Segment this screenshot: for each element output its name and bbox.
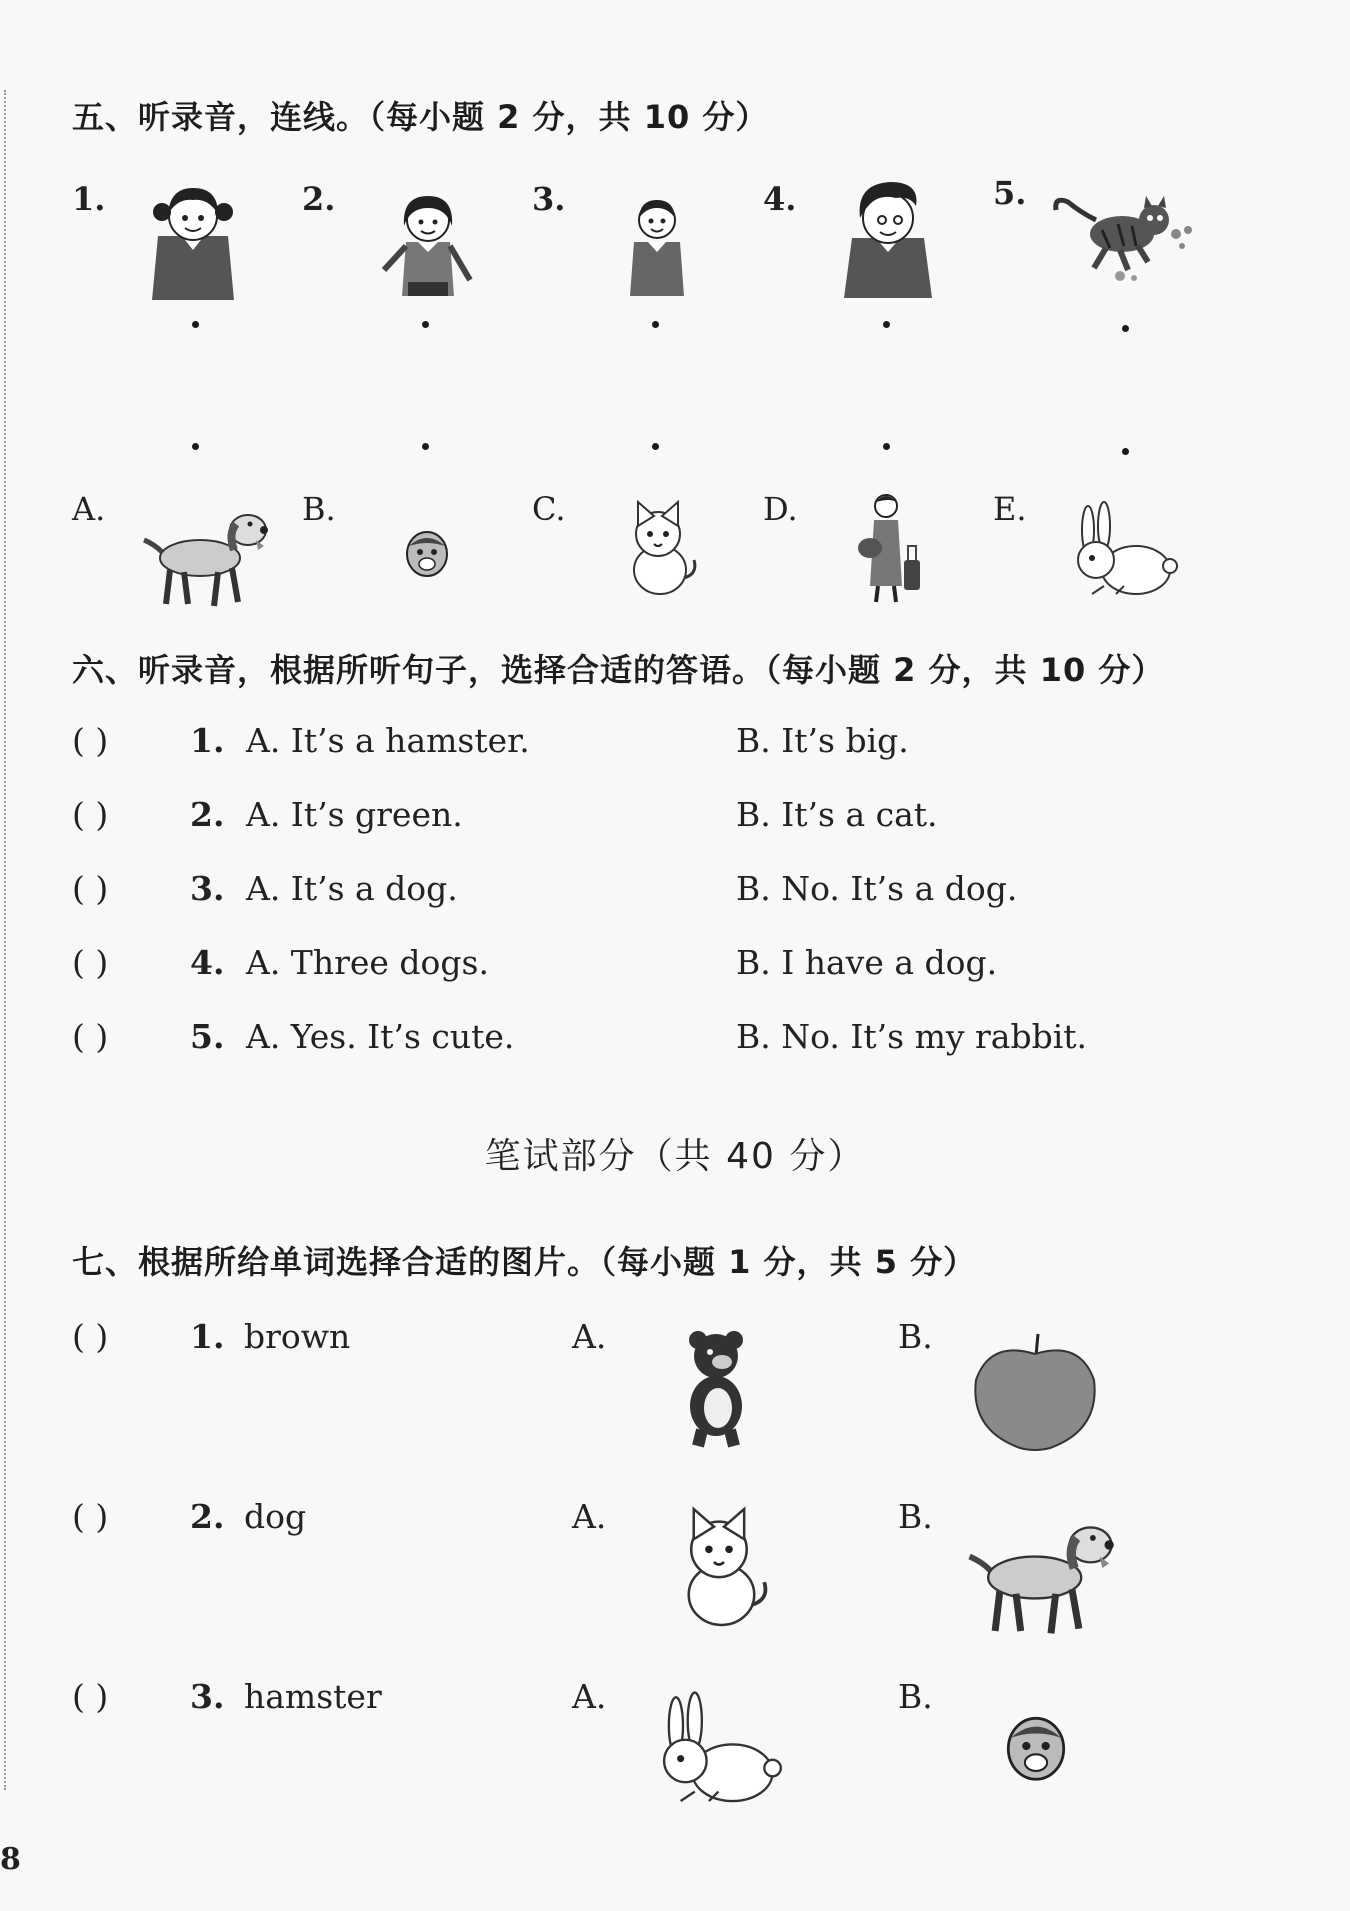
s5-bottom-dot-b[interactable] bbox=[422, 443, 429, 450]
question-number: 3. bbox=[190, 1677, 225, 1716]
rabbit-illustration bbox=[1066, 500, 1178, 598]
question-number: 3. bbox=[190, 869, 225, 908]
s6-question-row bbox=[0, 1017, 1350, 1061]
s5-number-3: 3. bbox=[532, 180, 566, 218]
s5-letter-b: B. bbox=[302, 490, 336, 528]
word: dog bbox=[244, 1497, 307, 1536]
answer-blank[interactable]: ( ) bbox=[72, 1497, 109, 1536]
boy-small-illustration bbox=[626, 188, 688, 296]
question-number: 1. bbox=[190, 721, 225, 760]
question-number: 5. bbox=[190, 1017, 225, 1056]
s5-top-dot-5[interactable] bbox=[1122, 325, 1129, 332]
question-number: 1. bbox=[190, 1317, 225, 1356]
option-a-label: A. bbox=[572, 1677, 607, 1716]
dog-illustration bbox=[140, 500, 276, 610]
girl-short-hair-illustration bbox=[380, 186, 476, 298]
cat-illustration-2 bbox=[676, 1504, 772, 1630]
boy-big-hair-illustration bbox=[840, 176, 936, 298]
s6-question-row bbox=[0, 869, 1350, 913]
section5-heading: 五、听录音，连线。（每小题 2 分，共 10 分） bbox=[72, 98, 769, 136]
answer-blank[interactable]: ( ) bbox=[72, 795, 109, 834]
option-b: B. It’s big. bbox=[736, 721, 909, 760]
page-number: 8 bbox=[0, 1842, 21, 1877]
question-number: 2. bbox=[190, 1497, 225, 1536]
s5-number-5: 5. bbox=[993, 174, 1027, 212]
s6-question-row bbox=[0, 943, 1350, 987]
question-number: 2. bbox=[190, 795, 225, 834]
option-b: B. No. It’s my rabbit. bbox=[736, 1017, 1088, 1056]
word: hamster bbox=[244, 1677, 382, 1716]
s5-number-4: 4. bbox=[763, 180, 797, 218]
s5-bottom-dot-d[interactable] bbox=[883, 443, 890, 450]
s5-letter-e: E. bbox=[993, 490, 1027, 528]
option-a: A. Yes. It’s cute. bbox=[246, 1017, 515, 1056]
s5-letter-a: A. bbox=[72, 490, 106, 528]
s5-bottom-dot-e[interactable] bbox=[1122, 448, 1129, 455]
section7-heading: 七、根据所给单词选择合适的图片。（每小题 1 分，共 5 分） bbox=[72, 1243, 977, 1281]
option-a: A. It’s green. bbox=[246, 795, 463, 834]
answer-blank[interactable]: ( ) bbox=[72, 721, 109, 760]
s5-bottom-dot-c[interactable] bbox=[652, 443, 659, 450]
s5-top-dot-1[interactable] bbox=[192, 321, 199, 328]
hamster-illustration bbox=[404, 526, 450, 578]
s5-top-dot-3[interactable] bbox=[652, 321, 659, 328]
s5-bottom-dot-a[interactable] bbox=[192, 443, 199, 450]
word: brown bbox=[244, 1317, 351, 1356]
section6-heading: 六、听录音，根据所听句子，选择合适的答语。（每小题 2 分，共 10 分） bbox=[72, 651, 1165, 689]
answer-blank[interactable]: ( ) bbox=[72, 1017, 109, 1056]
answer-blank[interactable]: ( ) bbox=[72, 869, 109, 908]
s6-question-row bbox=[0, 795, 1350, 839]
s5-top-dot-2[interactable] bbox=[422, 321, 429, 328]
s7-question-row bbox=[0, 1497, 1350, 1541]
s6-question-row bbox=[0, 721, 1350, 765]
s5-letter-c: C. bbox=[532, 490, 566, 528]
running-cat-illustration bbox=[1050, 190, 1200, 286]
option-b: B. No. It’s a dog. bbox=[736, 869, 1018, 908]
question-number: 4. bbox=[190, 943, 225, 982]
bear-illustration bbox=[680, 1326, 752, 1448]
cat-illustration bbox=[624, 498, 700, 598]
option-b-label: B. bbox=[898, 1317, 933, 1356]
dog-illustration-2 bbox=[964, 1510, 1124, 1638]
option-b: B. It’s a cat. bbox=[736, 795, 938, 834]
answer-blank[interactable]: ( ) bbox=[72, 1677, 109, 1716]
option-b-label: B. bbox=[898, 1677, 933, 1716]
option-a-label: A. bbox=[572, 1497, 607, 1536]
answer-blank[interactable]: ( ) bbox=[72, 1317, 109, 1356]
option-a: A. It’s a dog. bbox=[246, 869, 458, 908]
answer-blank[interactable]: ( ) bbox=[72, 943, 109, 982]
s7-question-row bbox=[0, 1317, 1350, 1361]
option-b-label: B. bbox=[898, 1497, 933, 1536]
rabbit-illustration-2 bbox=[650, 1690, 782, 1806]
option-a-label: A. bbox=[572, 1317, 607, 1356]
girl-ponytails-illustration bbox=[148, 176, 238, 300]
s5-top-dot-4[interactable] bbox=[883, 321, 890, 328]
option-b: B. I have a dog. bbox=[736, 943, 998, 982]
s5-letter-d: D. bbox=[763, 490, 798, 528]
s5-number-1: 1. bbox=[72, 180, 106, 218]
hamster-illustration-2 bbox=[1004, 1710, 1068, 1782]
option-a: A. Three dogs. bbox=[246, 943, 489, 982]
apple-illustration bbox=[970, 1330, 1100, 1452]
woman-with-suitcase-illustration bbox=[856, 490, 926, 606]
written-part-title: 笔试部分（共 40 分） bbox=[484, 1136, 866, 1177]
option-a: A. It’s a hamster. bbox=[246, 721, 530, 760]
s5-number-2: 2. bbox=[302, 180, 336, 218]
